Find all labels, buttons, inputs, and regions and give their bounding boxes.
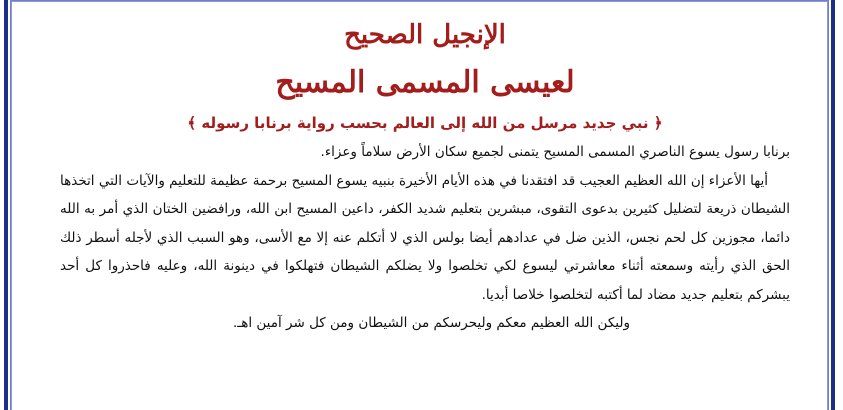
document-content: [60, 18, 790, 338]
paragraph-greeting: برنابا رسول يسوع الناصري المسمى المسيح يتمنى لجميع سكان الأرض سلاماً وعزاء.: [320, 144, 790, 160]
document-subtitle: لعيسى المسمى المسيح: [275, 65, 575, 100]
document-tagline: ﴿ نبي جديد مرسل من الله إلى العالم بحسب رواية برنابا رسوله ﴾: [187, 114, 663, 132]
document-title: الإنجيل الصحيح: [344, 20, 506, 50]
paragraph-main: أيها الأعزاء إن الله العظيم العجيب قد افتقدنا في هذه الأيام الأخيرة بنبيه يسوع المسيح برحمة عظيمة للتعليم والآيات التي اتخذها الشيطان ذريعة لتضليل كثيرين بدعوى التقوى، مبشرين بتعليم شديد الكفر، داعين المسيح ابن الله، ورافضين الختان الذي أمر به الله دائما، مجوزين كل لحم نجس، الذين ضل في عدادهم أيضا بولس الذي لا أتكلم عنه إلا مع الأسى، وهو السبب الذي لأجله أسطر ذلك الحق الذي رأيته وسمعته أثناء معاشرتي ليسوع لكي تخلصوا ولا يضلكم الشيطان فتهلكوا في دينونة الله، وعليه فاحذروا كل أحد يبشركم بتعليم جديد مضاد لما أكتبه لتخلصوا خلاصا أبديا.: [60, 172, 790, 303]
paragraph-closing: وليكن الله العظيم معكم وليحرسكم من الشيطان ومن كل شر آمين اهـ.: [232, 315, 630, 331]
document-body: [60, 138, 790, 338]
